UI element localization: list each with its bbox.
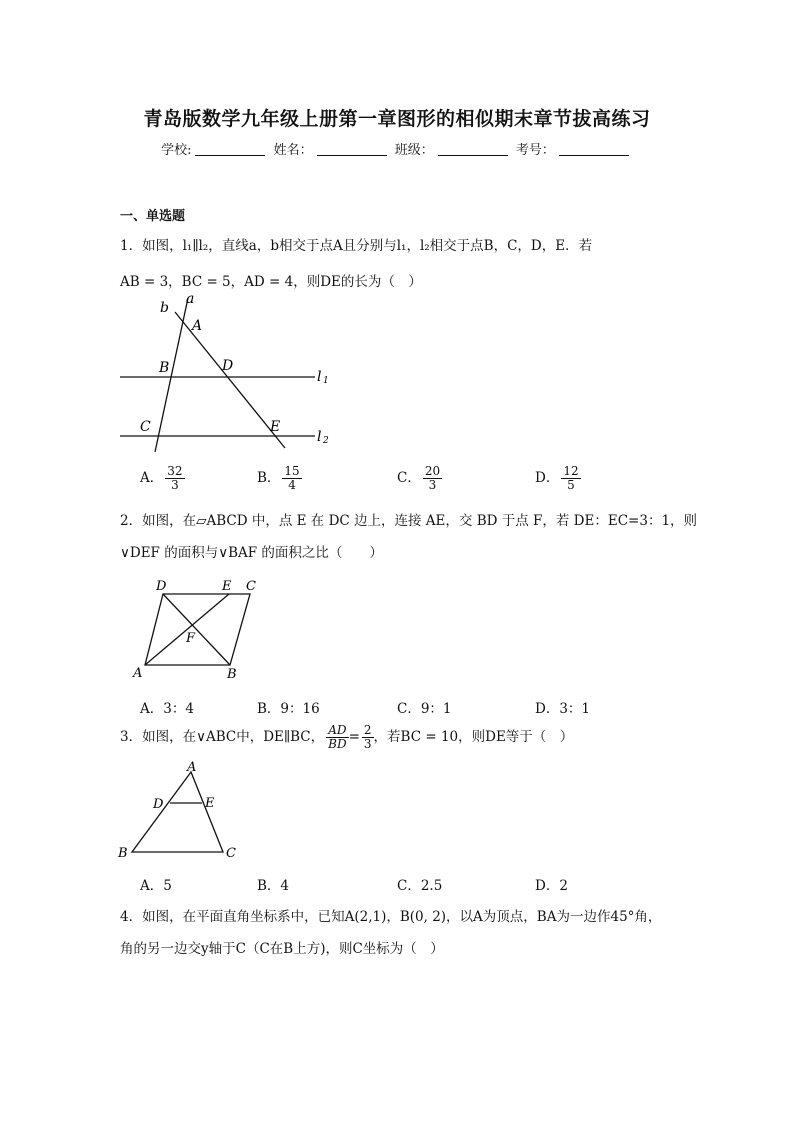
q3-label-E: E: [205, 796, 215, 811]
q3-stem: 3．如图，在∨ABC中，DE∥BC， $\frac{AD}{BD}$ = $\frac{2}{3}$ ，若BC = 10，则DE等于（ ）: [120, 723, 574, 751]
q1-label-B: B: [159, 360, 170, 376]
exam-no-label: 考号：: [515, 143, 555, 158]
q2-label-C: C: [246, 579, 256, 594]
q1-option-d[interactable]: D． $\frac{12}{5}$: [535, 464, 579, 492]
q1-label-a: a: [186, 291, 195, 307]
q3-option-a[interactable]: A．5: [140, 878, 172, 894]
q3-figure: [112, 760, 252, 865]
name-blank[interactable]: [317, 142, 387, 156]
q1-figure: [110, 290, 350, 460]
q4-stem-line1: 4．如图，在平面直角坐标系中，已知A(2,1)，B(0, 2)，以A为顶点，BA为一边作45°角，: [120, 909, 662, 925]
q1-label-E: E: [270, 419, 281, 435]
q1-stem-line2: AB = 3，BC = 5，AD = 4，则DE的长为（ ）: [120, 274, 422, 290]
q2-stem-line1: 2．如图，在▱ABCD 中，点 E 在 DC 边上，连接 AE，交 BD 于点 F，若 DE：EC=3：1，则: [120, 513, 698, 529]
q1-label-l2: l: [317, 429, 322, 445]
q1-option-b[interactable]: B． $\frac{15}{4}$: [257, 464, 300, 492]
q2-option-d[interactable]: D．3：1: [535, 701, 591, 717]
q2-option-b[interactable]: B．9：16: [257, 701, 320, 717]
q1-label-A: A: [192, 318, 203, 334]
q1-stem-line1: 1．如图，l₁∥l₂，直线a，b相交于点A且分别与l₁，l₂相交于点B，C，D，E．若: [120, 238, 593, 254]
q2-option-c[interactable]: C．9：1: [397, 701, 452, 717]
q3-label-A: A: [187, 760, 197, 775]
q1-label-l1-sub: 1: [323, 376, 329, 386]
q1-label-l2-sub: 2: [323, 436, 329, 446]
q4-stem-line2: 角的另一边交y轴于C（C在B上方)，则C坐标为（ ）: [120, 941, 444, 957]
q2-figure: [125, 575, 275, 685]
q2-stem-line2: ∨DEF 的面积与∨BAF 的面积之比（ ）: [120, 545, 383, 561]
q3-label-D: D: [153, 797, 164, 812]
q1-label-C: C: [140, 419, 151, 435]
q3-label-B: B: [118, 846, 128, 861]
school-label: 学校:: [161, 143, 192, 158]
q2-label-A: A: [133, 666, 143, 681]
q1-label-b: b: [160, 300, 169, 316]
class-label: 班级：: [394, 143, 434, 158]
q3-label-C: C: [226, 846, 236, 861]
student-info-line: [0, 139, 794, 158]
q2-label-E: E: [222, 579, 232, 594]
section-title: 一、单选题: [120, 209, 186, 224]
name-label: 姓名：: [273, 143, 313, 158]
q1-label-D: D: [222, 358, 234, 374]
class-blank[interactable]: [438, 142, 508, 156]
exam-no-blank[interactable]: [559, 142, 629, 156]
document-title: 青岛版数学九年级上册第一章图形的相似期末章节拔高练习: [143, 108, 651, 130]
q3-option-c[interactable]: C．2.5: [397, 878, 443, 894]
q3-option-b[interactable]: B．4: [257, 878, 290, 894]
q2-label-D: D: [156, 579, 167, 594]
q1-label-l1: l: [317, 369, 322, 385]
q2-label-F: F: [186, 631, 196, 646]
q1-option-a[interactable]: A． $\frac{32}{3}$: [140, 464, 183, 492]
q2-label-B: B: [227, 667, 237, 682]
q1-option-c[interactable]: C． $\frac{20}{3}$: [397, 464, 441, 492]
q2-option-a[interactable]: A．3：4: [140, 701, 194, 717]
school-blank[interactable]: [195, 142, 265, 156]
q3-option-d[interactable]: D．2: [535, 878, 568, 894]
